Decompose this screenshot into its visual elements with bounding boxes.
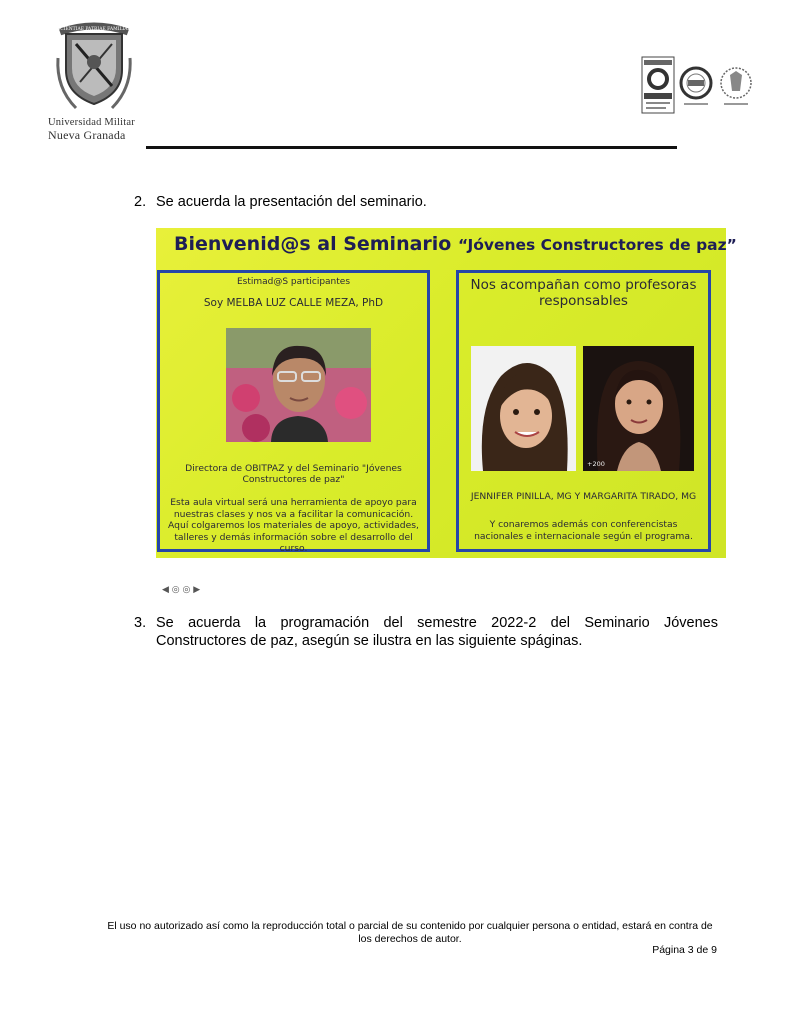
list-number: 2. [134,194,147,210]
institution-name-line2: Nueva Granada [48,128,126,142]
photo-badge: +200 [587,460,605,468]
slide-nav-icon: ◀ ◎ ◎ ▶ [162,585,201,595]
university-logo [44,18,144,144]
national-seal-icon [721,68,751,105]
professor-2-photo-icon [583,346,694,471]
iqnet-icon [681,68,711,105]
course-description: Esta aula virtual será una herramienta de apoyo para nuestras clases y nos va a facilitar la comunicación. Aquí colgaremos los materiales de apoyo, actividades, talleres y demás información sobre el desarrollo del curso. [168,497,419,554]
institution-name [48,117,135,141]
list-text: Se acuerda la programación del semestre 2022-2 del Seminario Jóvenes Constructores de paz, asegún se ilustra en las siguiente spáginas. [156,615,718,649]
professor-photo-2 [583,346,694,471]
institution-name-line1: Universidad Militar [48,117,135,128]
greeting: Estimad@S participantes [236,277,351,287]
professors-panel [456,270,711,552]
director-portrait [226,328,371,442]
professor-1-photo-icon [471,346,576,471]
list-number: 3. [134,615,147,631]
director-name: Soy MELBA LUZ CALLE MEZA, PhD [203,297,384,309]
logo-motto: SCIENTIAE PATRIAE FAMILIAE [57,27,131,32]
slide-title-main: Bienvenid@s al Seminario [174,233,452,255]
seminar-slide [156,228,737,595]
list-item-2 [134,193,734,213]
professors-heading: Nos acompañan como profesoras responsables [470,277,697,309]
icontec-certificate-icon [642,57,674,113]
header-divider [146,146,677,149]
list-text: Se acuerda la presentación del seminario. [156,194,427,210]
university-shield-icon [54,18,134,114]
director-photo-icon [226,328,371,442]
slide-title-quote: “Jóvenes Constructores de paz” [457,236,737,254]
certification-logos [640,55,755,117]
professors-names: JENNIFER PINILLA, MG Y MARGARITA TIRADO, MG [470,491,697,502]
speakers-note: Y conaremos además con conferencistas nacionales e internacionale según el programa. [474,519,693,542]
page-number: Página 3 de 9 [652,944,717,956]
list-item-3 [134,614,718,654]
director-role: Directora de OBITPAZ y del Seminario "Jóvenes Constructores de paz" [185,463,402,485]
director-panel [157,270,430,595]
slide-title [156,228,737,264]
professor-photo-1 [471,346,576,471]
copyright-notice: El uso no autorizado así como la reproducción total o parcial de su contenido por cualquier persona o entidad, estará en contra de los derechos de autor. [107,920,713,945]
